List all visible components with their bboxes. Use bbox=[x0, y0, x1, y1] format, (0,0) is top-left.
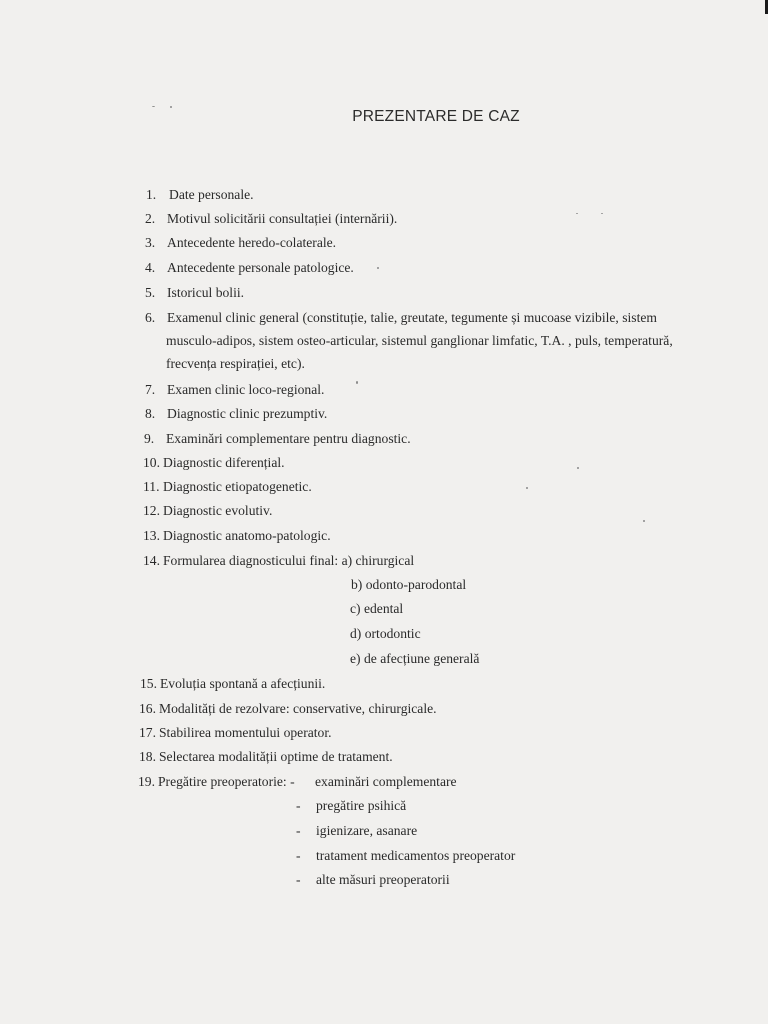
dash-marker: - bbox=[296, 848, 301, 863]
item-number: 15. bbox=[140, 676, 157, 691]
scan-speck bbox=[152, 106, 155, 107]
item-number: 10. bbox=[143, 455, 160, 470]
item-text: Examenul clinic general (constituție, talie, greutate, tegumente și mucoase vizibile, sistem bbox=[167, 310, 657, 325]
item-text: Evoluția spontană a afecțiunii. bbox=[160, 676, 326, 691]
item-text: Examinări complementare pentru diagnostic. bbox=[166, 431, 411, 446]
item-number: 12. bbox=[143, 503, 160, 518]
scan-speck bbox=[577, 467, 579, 469]
preop-subitem: alte măsuri preoperatorii bbox=[316, 872, 450, 887]
item-number: 6. bbox=[145, 310, 156, 325]
item-text: Diagnostic diferențial. bbox=[163, 455, 285, 470]
page-title: PREZENTARE DE CAZ bbox=[352, 108, 520, 125]
item-number: 19. bbox=[138, 774, 155, 789]
preop-subitem: igienizare, asanare bbox=[316, 823, 418, 838]
item-number: 3. bbox=[145, 235, 156, 250]
item-number: 4. bbox=[145, 260, 156, 275]
diagnostic-subitem: c) edental bbox=[350, 601, 404, 616]
item-number: 14. bbox=[143, 553, 160, 568]
item-text: Antecedente personale patologice. bbox=[167, 260, 354, 275]
item-text: Date personale. bbox=[169, 187, 254, 202]
item-number: 13. bbox=[143, 528, 160, 543]
preop-subitem: tratament medicamentos preoperator bbox=[316, 848, 516, 863]
item-number: 7. bbox=[145, 382, 156, 397]
item-number: 17. bbox=[139, 725, 156, 740]
dash-marker: - bbox=[296, 872, 301, 887]
item-number: 1. bbox=[146, 187, 157, 202]
item-number: 5. bbox=[145, 285, 156, 300]
scan-speck bbox=[377, 267, 379, 269]
item-number: 2. bbox=[145, 211, 156, 226]
item-text-continued: musculo-adipos, sistem osteo-articular, sistemul ganglionar limfatic, T.A. , puls, temperatură, bbox=[166, 333, 673, 348]
preop-subitem: pregătire psihică bbox=[316, 798, 407, 813]
item-number: 11. bbox=[143, 479, 160, 494]
item-text: Diagnostic clinic prezumptiv. bbox=[167, 406, 328, 421]
diagnostic-subitem: d) ortodontic bbox=[350, 626, 421, 641]
item-text-continued: frecvența respirației, etc). bbox=[166, 356, 305, 371]
item-number: 18. bbox=[139, 749, 156, 764]
item-text: Pregătire preoperatorie: - bbox=[158, 774, 295, 789]
item-text: Diagnostic evolutiv. bbox=[163, 503, 273, 518]
diagnostic-subitem: e) de afecțiune generală bbox=[350, 651, 480, 666]
item-text: Diagnostic anatomo-patologic. bbox=[163, 528, 331, 543]
item-number: 16. bbox=[139, 701, 156, 716]
item-text: Diagnostic etiopatogenetic. bbox=[163, 479, 312, 494]
item-text: Istoricul bolii. bbox=[167, 285, 245, 300]
scan-speck bbox=[601, 213, 603, 214]
item-text: Modalități de rezolvare: conservative, chirurgicale. bbox=[159, 701, 437, 716]
scan-speck bbox=[526, 487, 528, 489]
item-text: Examen clinic loco-regional. bbox=[167, 382, 325, 397]
scan-speck bbox=[576, 213, 578, 214]
diagnostic-subitem: b) odonto-parodontal bbox=[351, 577, 467, 592]
item-text: Motivul solicitării consultației (internării). bbox=[167, 211, 398, 226]
dash-marker: - bbox=[296, 823, 301, 838]
scan-speck bbox=[643, 520, 645, 522]
scan-speck bbox=[356, 381, 358, 384]
scan-speck bbox=[170, 106, 172, 108]
item-text: Stabilirea momentului operator. bbox=[159, 725, 332, 740]
item-text: Selectarea modalității optime de tratament. bbox=[159, 749, 393, 764]
item-number: 8. bbox=[145, 406, 156, 421]
item-text: Antecedente heredo-colaterale. bbox=[167, 235, 337, 250]
item-text: Formularea diagnosticului final: a) chirurgical bbox=[163, 553, 415, 568]
dash-marker: - bbox=[296, 798, 301, 813]
preop-subitem: examinări complementare bbox=[315, 774, 457, 789]
item-number: 9. bbox=[144, 431, 155, 446]
